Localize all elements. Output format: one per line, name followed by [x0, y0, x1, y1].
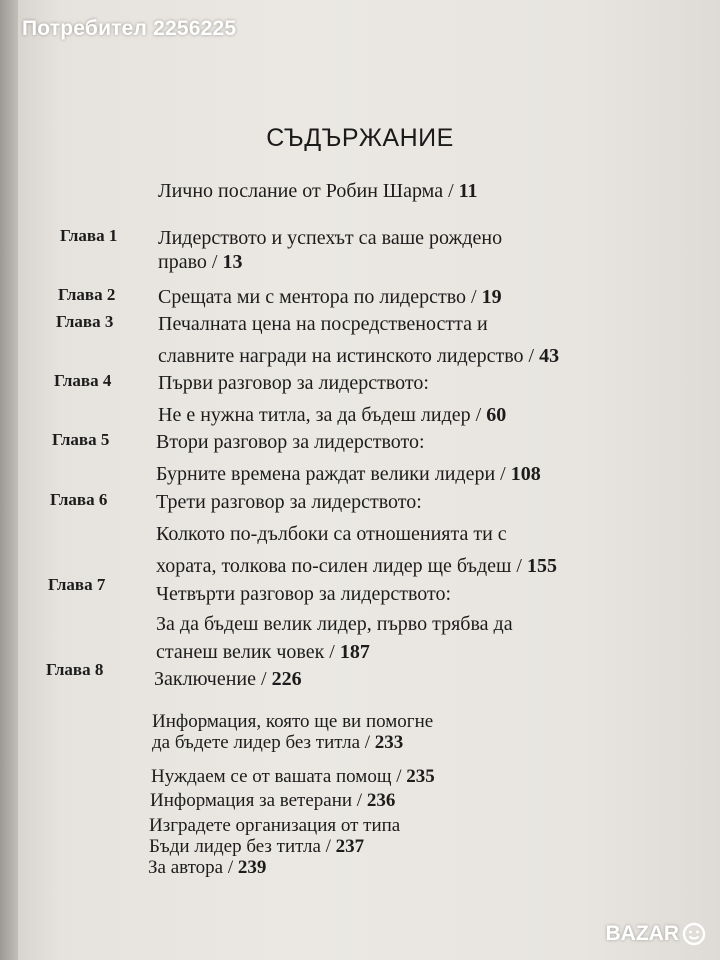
chapter-4-label: Глава 4: [54, 371, 112, 390]
chapter-4-title: Първи разговор за лидерството:: [158, 372, 429, 394]
chapter-6-title-line2: Колкото по-дълбоки са отношенията ти с: [156, 523, 507, 545]
chapter-3-label: Глава 3: [56, 312, 114, 331]
back-matter-3-page: 236: [366, 790, 396, 811]
chapter-4-title-line2: Не е нужна титла, за да бъдеш лидер / 60: [158, 404, 507, 426]
chapter-1-label: Глава 1: [60, 226, 118, 245]
chapter-2-label: Глава 2: [58, 285, 116, 304]
chapter-5-label: Глава 5: [52, 430, 110, 449]
intro-entry: [158, 180, 478, 203]
back-matter-3: Информация за ветерани / 236: [150, 790, 396, 811]
chapter-7-label: Глава 7: [48, 575, 106, 594]
chapter-1-title: Лидерството и успехът са ваше рождено: [158, 227, 503, 249]
contents-heading: СЪДЪРЖАНИЕ: [266, 124, 454, 152]
chapter-7-title: Четвърти разговор за лидерството:: [156, 583, 452, 605]
chapter-1-page: 13: [222, 251, 243, 273]
chapter-3-page: 43: [539, 345, 560, 367]
user-watermark: Потребител 2256225: [22, 17, 237, 40]
intro-page: 11: [458, 180, 478, 202]
chapter-3-title: Печалната цена на посредствеността и: [158, 313, 488, 335]
bazar-face-icon: [682, 922, 706, 946]
chapter-7-title-line3: станеш велик човек / 187: [156, 641, 370, 663]
back-matter-1: Информация, която ще ви помогне да бъдете лидер без титла / 233: [152, 711, 434, 753]
chapter-8-title: Заключение / 226: [154, 668, 302, 690]
chapter-6-page: 155: [526, 555, 557, 577]
chapter-7-title-line2: За да бъдеш велик лидер, първо трябва да: [156, 613, 513, 635]
back-matter-5-page: 239: [237, 857, 267, 878]
back-matter-5: За автора / 239: [148, 857, 267, 878]
chapter-2-page: 19: [481, 286, 502, 308]
back-matter-2-page: 235: [406, 766, 435, 787]
chapter-2-title: Срещата ми с ментора по лидерство / 19: [158, 286, 502, 308]
chapter-8-label: Глава 8: [46, 660, 104, 679]
intro-title: Лично послание от Робин Шарма /: [158, 180, 459, 202]
chapter-8-page: 226: [271, 668, 302, 690]
chapter-7-page: 187: [339, 641, 370, 663]
back-matter-4: Изградете организация от типа Бъди лидер без титла / 237: [149, 815, 401, 857]
chapter-5-page: 108: [510, 463, 541, 485]
chapter-6-title-line3: хората, толкова по-силен лидер ще бъдеш / 155: [156, 555, 557, 577]
back-matter-2: Нуждаем се от вашата помощ / 235: [151, 766, 435, 787]
chapter-3-title-line2: славните награди на истинското лидерство / 43: [158, 345, 560, 367]
chapter-6-label: Глава 6: [50, 490, 108, 509]
chapter-4-page: 60: [486, 404, 507, 426]
chapter-5-title-line2: Бурните времена раждат велики лидери / 108: [156, 463, 541, 485]
bazar-logo-text: BAZAR: [605, 922, 679, 945]
chapter-6-title: Трети разговор за лидерството:: [156, 491, 422, 513]
chapter-5-title: Втори разговор за лидерството:: [156, 431, 425, 453]
chapter-1-title-line2: право / 13: [158, 251, 243, 273]
back-matter-4-page: 237: [335, 836, 365, 857]
back-matter-1-page: 233: [374, 732, 404, 753]
bazar-logo: [606, 922, 707, 946]
